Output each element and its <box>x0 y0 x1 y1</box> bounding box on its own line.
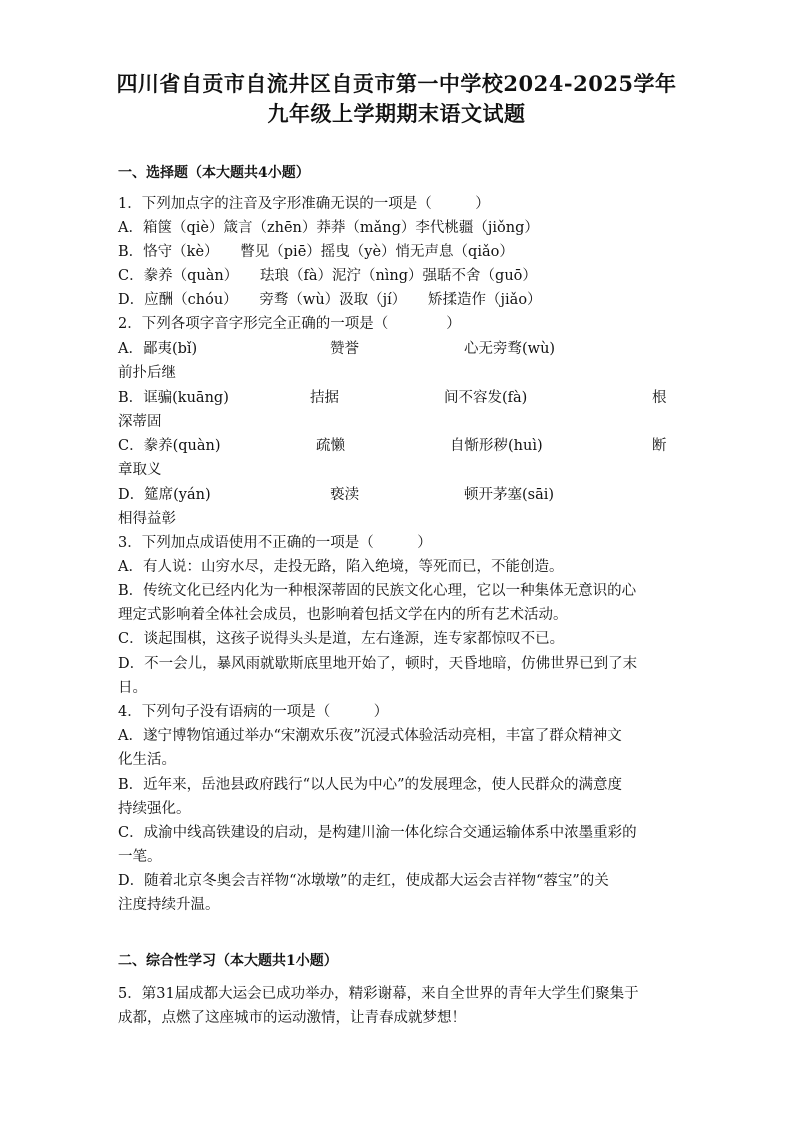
question-4-option-c-line-1: C．成渝中线高铁建设的启动，是构建川渝一体化综合交通运输体系中浓墨重彩的 <box>118 825 637 841</box>
question-4-option-c-line-2: 一笔。 <box>118 849 162 865</box>
question-2-option-b-part-1: B．诓骗(kuāng) <box>118 390 229 406</box>
question-3-option-c: C．谈起围棋，这孩子说得头头是道，左右逢源，连专家都惊叹不已。 <box>118 631 565 647</box>
question-3-option-a: A．有人说：山穷水尽，走投无路，陷入绝境，等死而已，不能创造。 <box>118 559 564 575</box>
question-4-option-b-line-1: B．近年来，岳池县政府践行“以人民为中心”的发展理念，使人民群众的满意度 <box>118 777 622 793</box>
question-3-option-d-line-2: 日。 <box>118 680 147 696</box>
question-2-option-a-part-5: 前扑后继 <box>118 365 176 381</box>
question-4-option-d-line-1: D．随着北京冬奥会吉祥物“冰墩墩”的走红，使成都大运会吉祥物“蓉宝”的关 <box>118 873 609 889</box>
question-2-option-d-part-3: 顿开茅塞(sāi) <box>464 487 555 503</box>
question-2-option-a-part-2: 赞誉 <box>330 341 359 357</box>
question-2-option-c-part-3: 自惭形秽(huì) <box>450 438 543 454</box>
question-2-option-b-part-3: 间不容发(fà) <box>444 390 528 406</box>
question-5-line-2: 成都，点燃了这座城市的运动激情，让青春成就梦想！ <box>118 1010 466 1026</box>
question-3-stem: 3．下列加点成语使用不正确的一项是（ ） <box>118 535 432 551</box>
question-1-option-c: C．豢养（quàn） 珐琅（fà）泥泞（nìng）强聒不舍（guō） <box>118 268 537 284</box>
question-2-option-c-part-1: C．豢养(quàn) <box>118 438 221 454</box>
section-heading-comprehensive: 二、综合性学习（本大题共1小题） <box>118 953 338 969</box>
question-5-line-1: 5．第31届成都大运会已成功举办，精彩谢幕，来自全世界的青年大学生们聚集于 <box>118 986 639 1002</box>
question-4-stem: 4．下列句子没有语病的一项是（ ） <box>118 704 389 720</box>
question-1-option-b: B．恪守（kè） 瞥见（piē）摇曳（yè）悄无声息（qiǎo） <box>118 244 514 260</box>
question-2-option-c-part-4: 断 <box>652 438 667 454</box>
question-3-option-b-line-2: 理定式影响着全体社会成员，也影响着包括文学在内的所有艺术活动。 <box>118 607 568 623</box>
question-4-option-b-line-2: 持续强化。 <box>118 801 191 817</box>
question-2-stem: 2．下列各项字音字形完全正确的一项是（ ） <box>118 316 461 332</box>
question-2-option-b-part-5: 深蒂固 <box>118 414 162 430</box>
question-2-option-d-part-1: D．筵席(yán) <box>118 487 211 503</box>
exam-title-line-2: 九年级上学期期末语文试题 <box>267 101 526 126</box>
question-4-option-d-line-2: 注度持续升温。 <box>118 897 220 913</box>
question-4-option-a-line-1: A．遂宁博物馆通过举办“宋潮欢乐夜”沉浸式体验活动亮相，丰富了群众精神文 <box>118 728 622 744</box>
question-1-stem: 1．下列加点字的注音及字形准确无误的一项是（ ） <box>118 196 490 212</box>
question-3-option-b-line-1: B．传统文化已经内化为一种根深蒂固的民族文化心理，它以一种集体无意识的心 <box>118 583 637 599</box>
question-1-option-a: A．箱箧（qiè）箴言（zhēn）莽莽（mǎng）李代桃疆（jiǒng） <box>118 220 539 236</box>
question-4-option-a-line-2: 化生活。 <box>118 752 176 768</box>
question-2-option-c-part-2: 疏懒 <box>316 438 345 454</box>
question-2-option-a-part-3: 心无旁骛(wù) <box>464 341 556 357</box>
question-2-option-a-part-1: A．鄙夷(bǐ) <box>118 341 198 357</box>
question-2-option-d-part-2: 亵渎 <box>330 487 359 503</box>
question-2-option-d-part-5: 相得益彰 <box>118 511 176 527</box>
question-2-option-c-part-5: 章取义 <box>118 462 162 478</box>
section-heading-choice: 一、选择题（本大题共4小题） <box>118 165 310 181</box>
exam-title-line-1: 四川省自贡市自流井区自贡市第一中学校2024-2025学年 <box>116 71 677 96</box>
question-2-option-b-part-4: 根 <box>652 390 667 406</box>
question-2-option-b-part-2: 拮据 <box>310 390 339 406</box>
question-3-option-d-line-1: D．不一会儿，暴风雨就歇斯底里地开始了，顿时，天昏地暗，仿佛世界已到了末 <box>118 656 638 672</box>
question-1-option-d: D．应酬（chóu） 旁骛（wù）汲取（jí） 矫揉造作（jiǎo） <box>118 292 542 308</box>
